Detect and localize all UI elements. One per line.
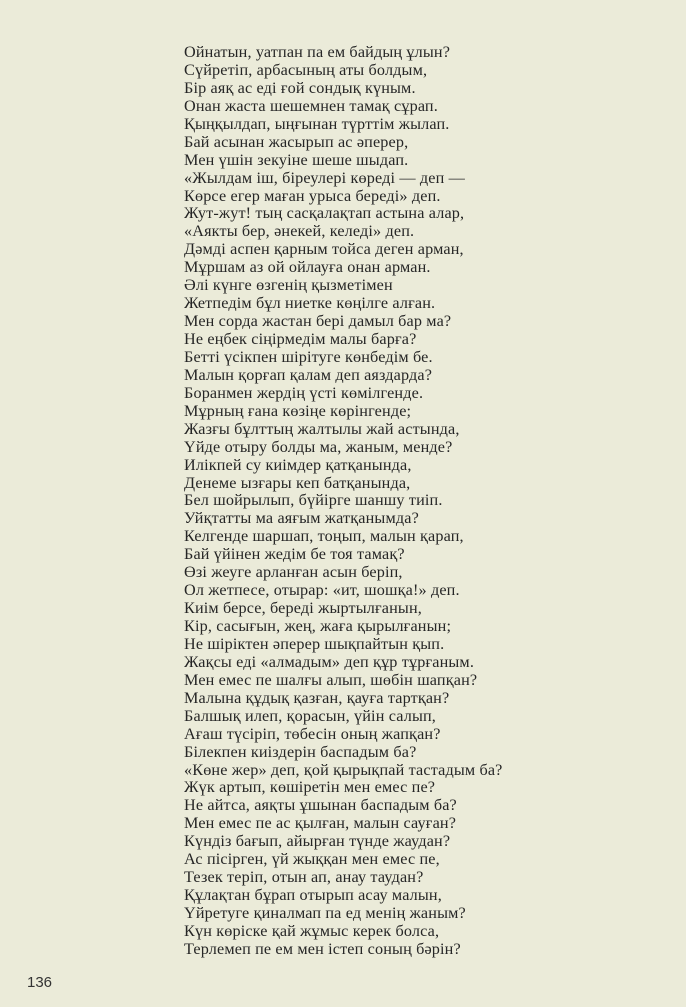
- poem-line: Жақсы еді «алмадым» деп құр тұрғаным.: [184, 652, 475, 671]
- poem-line: Мұрның ғана көзіңе көрінгенде;: [184, 401, 412, 420]
- poem-line: Не шіріктен әперер шықпайтын қып.: [184, 634, 445, 653]
- poem-line: Боранмен жердің үсті көмілгенде.: [184, 383, 424, 402]
- poem-line: Қыңқылдап, ыңғынан түрттім жылап.: [184, 114, 450, 133]
- poem-line: Дәмді аспен қарным тойса деген арман,: [184, 240, 464, 259]
- poem-line: Үйде отыру болды ма, жаным, менде?: [184, 437, 453, 456]
- page-number: 136: [27, 974, 53, 991]
- poem-line: Уйқтатты ма аяғым жатқанымда?: [184, 509, 419, 528]
- poem-line: Жүк артып, көшіретін мен емес пе?: [184, 778, 436, 797]
- poem-line: Келгенде шаршап, тоңып, малын қарап,: [184, 527, 464, 546]
- poem-line: Ағаш түсіріп, төбесін оның жапқан?: [184, 724, 441, 743]
- poem-line: Ас пісірген, үй жыққан мен емес пе,: [184, 850, 440, 869]
- poem-line: «Жылдам іш, біреулері көреді — деп —: [184, 168, 465, 187]
- poem-line: Малын қорғап қалам деп аяздарда?: [184, 365, 433, 384]
- poem-line: Құлақтан бұрап отырып асау малын,: [184, 886, 442, 905]
- poem-line: Мұршам аз ой ойлауға онан арман.: [184, 258, 431, 277]
- poem-line: Көрсе егер маған урыса береді» деп.: [184, 186, 441, 205]
- poem-line: «Көне жер» деп, қой қырықпай тастадым ба?: [184, 760, 503, 779]
- poem-line: Әлі күнге өзгенің қызметімен: [184, 276, 393, 295]
- poem-line: Бір аяқ ас еді ғой сондық күным.: [184, 78, 416, 97]
- poem-line: Онан жаста шешемнен тамақ сұрап.: [184, 96, 438, 115]
- poem-line: Бай асынан жасырып ас әперер,: [184, 132, 409, 151]
- poem-line: Тезек теріп, отын ап, анау таудан?: [184, 868, 424, 887]
- poem-line: Мен емес пе шалғы алып, шөбін шапқан?: [184, 670, 478, 689]
- poem-line: Күндіз бағып, айырған түнде жаудан?: [184, 832, 451, 851]
- poem-line: Жетпедім бұл ниетке көңілге алған.: [184, 294, 436, 313]
- poem-line: Киім берсе, береді жыртылғанын,: [184, 599, 422, 618]
- poem-line: Не айтса, аяқты ұшынан баспадым ба?: [184, 796, 457, 815]
- poem-line: Ол жетпесе, отырар: «ит, шошқа!» деп.: [184, 581, 460, 600]
- poem-line: Күн көріске қай жұмыс керек болса,: [184, 921, 440, 940]
- poem-line: Терлемеп пе ем мен істеп соның бәрін?: [184, 939, 461, 958]
- poem-line: Малына құдық қазған, қауға тартқан?: [184, 688, 450, 707]
- poem-line: Бел шойрылып, бүйірге шаншу тиіп.: [184, 491, 443, 510]
- poem-line: Мен үшін зекуіне шеше шыдап.: [184, 150, 409, 169]
- poem-line: Мен емес пе ас қылған, малын сауған?: [184, 814, 457, 833]
- poem-line: Денеме ызғары кеп батқанында,: [184, 473, 411, 492]
- poem-line: Илікпей су киімдер қатқанында,: [184, 455, 412, 474]
- poem-line: Ойнатын, уатпан па ем байдың ұлын?: [184, 43, 451, 61]
- poem-line: Мен сорда жастан бері дамыл бар ма?: [184, 312, 452, 331]
- poem-line: Бай үйінен жедім бе тоя тамақ?: [184, 545, 405, 564]
- poem-line: Кір, сасығын, жең, жаға қырылғанын;: [184, 617, 452, 635]
- poem-line: Бетті үсікпен шірітуге көнбедім бе.: [184, 347, 433, 366]
- poem-line: Үйретуге қиналмап па ед менің жаным?: [184, 904, 466, 922]
- poem-line: Жут-жут! тың сасқалақтап астына алар,: [184, 204, 465, 223]
- poem-line: Не еңбек сіңірмедім малы барға?: [184, 330, 417, 348]
- poem-line: Сүйретіп, арбасының аты болдым,: [184, 60, 428, 79]
- poem-line: Жазғы бұлттың жалтылы жай астында,: [184, 419, 460, 438]
- poem-text: [184, 44, 614, 959]
- poem-line: «Аякты бер, әнекей, келеді» деп.: [184, 222, 415, 241]
- poem-line: Өзі жеуге арланған асын беріп,: [184, 563, 403, 582]
- poem-line: Балшық илеп, қорасын, үйін салып,: [184, 706, 436, 725]
- poem-line: Білекпен киіздерін баспадым ба?: [184, 742, 417, 761]
